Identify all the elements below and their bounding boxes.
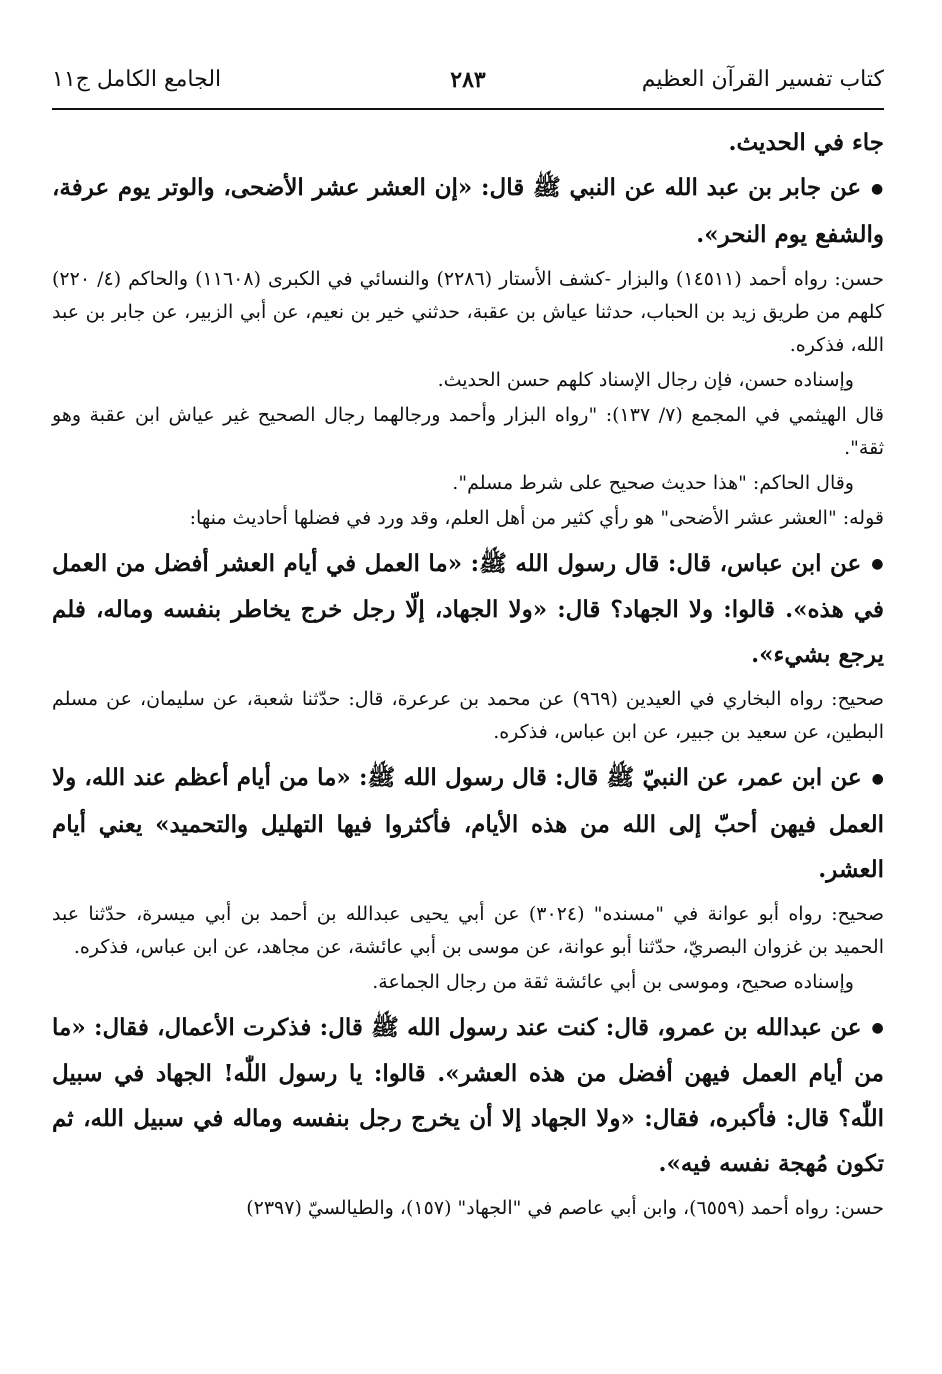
book-title: كتاب تفسير القرآن العظيم — [641, 67, 884, 92]
takhrij-note: صحيح: رواه البخاري في العيدين (٩٦٩) عن محمد بن عرعرة، قال: حدّثنا شعبة، عن سليمان، عن مسلم البطين، عن سعيد بن جبير، عن ابن عباس، فذكره. — [52, 688, 884, 743]
page-header — [52, 60, 884, 110]
takhrij-note: صحيح: رواه أبو عوانة في "مسنده" (٣٠٢٤) عن أبي يحيى عبدالله بن أحمد بن أبي ميسرة، حدّثنا عبد الحميد بن غزوان البصريّ، حدّثنا أبو عوانة، عن موسى بن أبي عائشة، عن مجاهد، عن ابن عباس، فذكره. — [52, 902, 884, 958]
bullet-icon: ● — [871, 770, 884, 787]
hadith-paragraph: ●عن عبدالله بن عمرو، قال: كنت عند رسول الله ﷺ قال: فذكرت الأعمال، فقال: «ما من أيام العمل فيهن أفضل من هذه العشر». قالوا: يا رسول اللّٰه! الجهاد في سبيل اللّٰه؟ قال: فأكبره، فقال: «ولا الجهاد إلا أن يخرج رجل بنفسه وماله في سبيل الله، ثم تكون مُهجة نفسه فيه». — [52, 1013, 884, 1177]
volume-label: الجامع الكامل ج١١ — [52, 67, 222, 92]
bullet-icon: ● — [871, 180, 884, 197]
hadith-paragraph: ●عن جابر بن عبد الله عن النبي ﷺ قال: «إن العشر عشر الأضحى، والوتر يوم عرفة، والشفع يوم النحر». — [52, 174, 884, 248]
takhrij-note: قال الهيثمي في المجمع (٧/ ١٣٧): "رواه البزار وأحمد ورجالهما رجال الصحيح غير عياش ابن عقبة وهو ثقة". — [52, 403, 884, 459]
hadith-paragraph: ●عن ابن عباس، قال: قال رسول الله ﷺ: «ما العمل في أيام العشر أفضل من العمل في هذه». قالوا: ولا الجهاد؟ قال: «ولا الجهاد، إلّا رجل خرج يخاطر بنفسه وماله، فلم يرجع بشيء». — [52, 549, 884, 668]
hadith-continuation: جاء في الحديث. — [728, 129, 884, 156]
bullet-icon: ● — [871, 1020, 884, 1036]
takhrij-note: حسن: رواه أحمد (٦٥٥٩)، وابن أبي عاصم في "الجهاد" (١٥٧)، والطيالسيّ (٢٣٩٧) — [246, 1197, 884, 1219]
takhrij-note: وإسناده حسن، فإن رجال الإسناد كلهم حسن الحديث. — [437, 368, 854, 391]
hadith-paragraph: ●عن ابن عمر، عن النبيّ ﷺ قال: قال رسول الله ﷺ: «ما من أيام أعظم عند الله، ولا العمل فيهن أحبّ إلى الله من هذه الأيام، فأكثروا فيها التهليل والتحميد» يعني أيام العشر. — [52, 764, 884, 883]
takhrij-note: وإسناده صحيح، وموسى بن أبي عائشة ثقة من رجال الجماعة. — [372, 970, 854, 993]
bullet-icon: ● — [871, 556, 884, 572]
takhrij-note: وقال الحاكم: "هذا حديث صحيح على شرط مسلم". — [452, 471, 854, 494]
page-body — [52, 120, 884, 1225]
takhrij-note: حسن: رواه أحمد (١٤٥١١) والبزار -كشف الأستار (٢٢٨٦) والنسائي في الكبرى (١١٦٠٨) والحاكم (٤/ ٢٢٠) كلهم من طريق زيد بن الحباب، حدثنا عياش بن عقبة، حدثني خير بن نعيم، عن أبي الزبير، عن جابر بن عبد الله، فذكره. — [52, 267, 884, 356]
commentary-note: قوله: "العشر عشر الأضحى" هو رأي كثير من أهل العلم، وقد ورد في فضلها أحاديث منها: — [189, 506, 884, 529]
page-number: ٢٨٣ — [450, 67, 486, 93]
